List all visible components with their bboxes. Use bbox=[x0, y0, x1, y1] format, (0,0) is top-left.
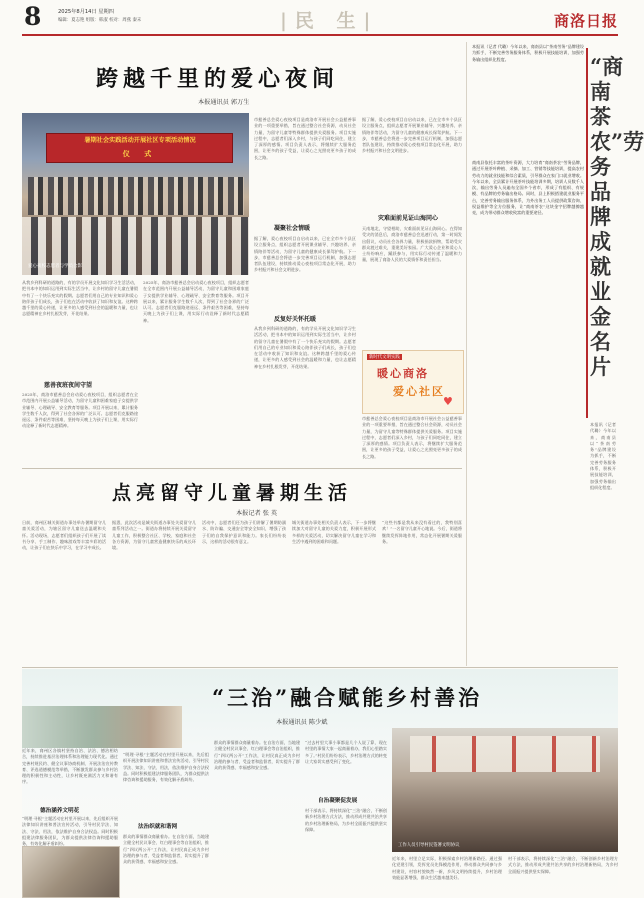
crowd-row-back bbox=[28, 177, 244, 215]
newspaper-logo: 商洛日报 bbox=[554, 12, 619, 30]
article-1-subhead-1: 慈善夜班夜间守望 bbox=[44, 382, 93, 389]
article-1-col-3c: 从我乡到科研的道路的，有的学员开展文化知识学习生活活动，把书本中的知识运用到实际生活当中，让乡村的留守儿童在暑假中有了一个快乐充实的假期。志愿者们用自己的专业知识和爱心陪伴孩子们成长，孩子们也在活动中收获了知识和友谊。这种跨越千里的爱心传递，让更多的人感受到社会的温暖和力量，也让志愿精神在乡村扎根发芽，开花结果。 bbox=[254, 326, 356, 369]
heart-icon: ♥ bbox=[443, 395, 453, 408]
article-1-subhead-4: 灾难面前见证山海同心 bbox=[378, 215, 439, 222]
article-1-col-4c: 市慈善总会爱心夜校项目是商洛市开展社会公益慈善事业的一项重要举措，旨在通过整合社会资源，动员社会力量，为留守儿童等特殊群体提供关爱服务。项目实施过程中，志愿者们深入乡村，与孩子们同吃同住，建立了深厚的感情。项目负责人表示，将继续扩大服务范围，让更多的孩子受益，让爱心之光照亮更多孩子的成长之路。 bbox=[362, 416, 462, 459]
article-2-top-rule bbox=[22, 468, 462, 469]
article-2-headline: 点亮留守儿童暑期生活 bbox=[112, 482, 353, 504]
header-rule bbox=[22, 34, 618, 36]
article-1-subhead-2: 凝聚社会情暖 bbox=[274, 225, 311, 232]
article-2-col-2: 据悉，此次活动是城关街道办事处关爱留守儿童系列活动之一。街道办将持续开展关爱留守儿童工作，积极整合社区、学校、家庭和社会各方资源，为留守儿童营造健康快乐的成长环境。 bbox=[112, 520, 196, 551]
photo-wall-panels bbox=[410, 736, 600, 772]
article-1-col-2: 2025年，商洛市慈善总会启动爱心夜校项目，组织志愿者在全市范围内开展公益辅导活动，为留守儿童和困难家庭子女提供学业辅导、心理疏导、安全教育等服务。项目开展以来，累计服务学生数千人次，得到了社会各界的广泛认可。志愿者们克服路途遥远、条件艰苦等困难，坚持每天晚上为孩子们上课，用实际行动诠释了新时代志愿精神。 bbox=[143, 280, 249, 323]
article-3-col-2b: 群众的事情群众商量着办。在自治方面，当地建立健全村民议事会、红白理事会等自治组织，推行“四议两公开”工作法，让村民真正成为乡村治理的参与者、受益者和监督者，切实提升了群众的获得感、幸福感和安全感。 bbox=[123, 834, 209, 865]
article-3-mini-photo bbox=[22, 846, 120, 898]
stamp-tag: 新时代文明实践 bbox=[369, 355, 400, 360]
photo-caption: 爱心夜校志愿者与学员合影 bbox=[28, 264, 82, 269]
photo-caption: 工作人员引导村民签署文明协议 bbox=[398, 843, 460, 848]
issue-date: 2025年8月14日 星期四 bbox=[58, 9, 114, 15]
article-3-byline: 本报通讯员 陈少斌 bbox=[276, 719, 328, 726]
section-title: |民 生| bbox=[280, 10, 379, 32]
article-1-subhead-3: 反复好关怀托暖 bbox=[274, 316, 317, 323]
article-3-right-photo bbox=[392, 728, 618, 852]
article-3-col-2: “明理·寻根”主题活动在村里开展以来，先后组织开展法律知识讲座和普法宣传活动，引导村民学法、知法、守法、用法，依法维护自身合法权益。同时积极组建法律服务团队，为群众提供法律咨询和援助服务，有效化解矛盾纠纷。 bbox=[123, 752, 209, 783]
article-3-col-5: 近年来，村里立足实际，积极探索乡村治理新路径。通过强化党建引领，发挥党员先锋模范作用，带动群众共同参与乡村建设，村容村貌焕然一新，乡风文明持续提升，乡村治理效能显著增强，群众生活越来越美好。 bbox=[392, 856, 502, 880]
article-1-col-3: 市慈善总会爱心夜校项目是商洛市开展社会公益慈善事业的一项重要举措，旨在通过整合社会资源，动员社会力量，为留守儿童等特殊群体提供关爱服务。项目实施过程中，志愿者们深入乡村，与孩子们同吃同住，建立了深厚的感情。项目负责人表示，将继续扩大服务范围，让更多的孩子受益，让爱心之光照亮更多孩子的成长之路。 bbox=[254, 117, 356, 160]
sidebar-headline: “商南茶农”劳务品牌成就业金名片 bbox=[590, 54, 644, 379]
charity-stamp bbox=[362, 350, 464, 414]
article-3-subhead-2: 法治织就和谐网 bbox=[138, 824, 178, 830]
article-3-headline: “三治”融合赋能乡村善治 bbox=[212, 685, 483, 710]
page-number: 8 bbox=[24, 2, 42, 31]
article-3-top-rule bbox=[22, 667, 618, 668]
article-2-col-5: “这些书都是我从来没有看过的，我特别喜欢！”一名留守儿童开心地说。今后，街道将继续发挥阵地作用，常态化开展暑期关爱服务。 bbox=[382, 520, 462, 544]
article-1-col-3b: 据了解，爱心夜校项目自启动以来，已在全市多个县区设立服务点，组织志愿者开展课业辅导、兴趣培养、亲情陪伴等活动，为留守儿童的健康成长保驾护航。下一步，市慈善总会将进一步完善项目运行机制，加强志愿者队伍建设，持续推动爱心夜校项目常态化开展，助力乡村振兴和社会文明进步。 bbox=[254, 236, 356, 273]
article-3-col-4b: 村干部表示，将持续深化“三治”融合，不断创新乡村治理方式方法，推动形成共建共治共享的乡村治理新格局，为乡村全面振兴提供坚实保障。 bbox=[305, 808, 387, 832]
sidebar-body-2: 本报讯（记者 代璐）今年以来，商南县以“茶南劳务”品牌建设为抓手，不断完善劳务服务体系，积极开展技能培训，加强劳务输出组织化程度。 bbox=[590, 422, 616, 490]
article-3-subhead-1: 德治涵养文明花 bbox=[40, 808, 80, 814]
article-3-col-3: 群众的事情群众商量着办。在自治方面，当地建立健全村民议事会、红白理事会等自治组织，推行“四议两公开”工作法，让村民真正成为乡村治理的参与者、受益者和监督者，切实提升了群众的获得感、幸福感和安全感。 bbox=[214, 740, 300, 771]
article-1-col-4b: 天南地北，守望相助，灾难面前见证山海同心。在得知受灾的消息后，商洛市慈善总会迅速行动，第一时间发出倡议，动员社会各界力量，积极捐款捐物，帮助受灾群众渡过难关，重建美好家园。广大爱心企业和爱心人士纷纷响应，踊跃参与，用实际行动传递了温暖和力量，展现了商洛人民的大爱情怀和责任担当。 bbox=[362, 226, 462, 263]
article-1-col-1b: 2025年，商洛市慈善总会启动爱心夜校项目，组织志愿者在全市范围内开展公益辅导活动，为留守儿童和困难家庭子女提供学业辅导、心理疏导、安全教育等服务。项目开展以来，累计服务学生数千人次，得到了社会各界的广泛认可。志愿者们克服路途遥远、条件艰苦等困难，坚持每天晚上为孩子们上课，用实际行动诠释了新时代志愿精神。 bbox=[22, 392, 138, 429]
editor-credits: 编辑：夏志艳 组版：韩淑 校对：周燕 秦末 bbox=[58, 18, 142, 23]
article-1-byline: 本报通讯员 郭万生 bbox=[198, 99, 250, 106]
photo-banner-text: 暑期社会实践活动开展社区专项活动情况 bbox=[84, 137, 196, 144]
article-2-byline: 本报记者 张 英 bbox=[236, 510, 278, 517]
sidebar-title-rule bbox=[586, 48, 588, 418]
article-2-col-4: 城关街道办事处相关负责人表示，下一步将继续加大对留守儿童的关爱力度，积极开展形式多样的关爱活动，切实解决留守儿童在学习和生活中遇到的困难和问题。 bbox=[292, 520, 376, 544]
sidebar-body: 商南县依托丰富的茶叶资源，大力培育“商南茶农”劳务品牌，通过开展茶叶种植、采摘、加工、营销等技能培训，提高农村劳动力的就业技能和综合素质，引导群众在家门口就业增收。今年以来，全县累计开展茶叶技能培训多期，培训人员数千人次，输出劳务人员遍布全国多个省市，形成了有组织、有规模、有品牌的劳务输出格局。同时，县上积极搭建就业服务平台，完善劳务输出服务体系，为外出务工人员提供政策咨询、权益维护等全方位服务，让“商南茶农”这块金字招牌越擦越亮，成为带动群众增收致富的重要途径。 bbox=[472, 160, 584, 216]
article-1-headline: 跨越千里的爱心夜间 bbox=[96, 66, 340, 92]
article-1-photo bbox=[22, 113, 249, 275]
article-3-left-photo bbox=[22, 706, 182, 748]
sidebar-divider bbox=[466, 42, 467, 666]
stamp-line-1: 暖心商洛 bbox=[377, 367, 429, 380]
article-2-col-1: 日前，商州区城关街道办事处举办暑期留守儿童关爱活动，为辖区留守儿童送去温暖和关怀。活动现场，志愿者们组织孩子们开展了读书分享、手工制作、趣味游戏等丰富多彩的活动，让孩子们在快乐中学习，在学习中成长。 bbox=[22, 520, 106, 551]
photo-banner-subtitle: 仪 式 bbox=[122, 149, 158, 158]
article-3-col-1: 近年来，商州区各镇村坚持自治、法治、德治相结合，持续推进基层治理体系和治理能力现代化。通过完善村规民约、健全议事协商机制、开展法治宣传教育、评选道德模范等举措，不断激发群众参与乡村治理的积极性和主动性，让乡村既充满活力又和谐有序。 bbox=[22, 748, 118, 785]
article-3-col-1b: “明理·寻根”主题活动在村里开展以来，先后组织开展法律知识讲座和普法宣传活动，引导村民学法、知法、守法、用法，依法维护自身合法权益。同时积极组建法律服务团队，为群众提供法律咨询和援助服务，有效化解矛盾纠纷。 bbox=[22, 816, 118, 847]
sidebar-intro: 本报讯（记者 代璐）今年以来，商南县以“茶南劳务”品牌建设为抓手，不断完善劳务服务体系，积极开展技能培训，加强劳务输出组织化程度。 bbox=[472, 44, 584, 62]
stamp-line-2: 爱心社区 bbox=[393, 385, 445, 398]
article-3-subhead-3: 自治凝聚促发展 bbox=[318, 798, 358, 804]
article-1-col-4: 据了解，爱心夜校项目自启动以来，已在全市多个县区设立服务点，组织志愿者开展课业辅导、兴趣培养、亲情陪伴等活动，为留守儿童的健康成长保驾护航。下一步，市慈善总会将进一步完善项目运行机制，加强志愿者队伍建设，持续推动爱心夜校项目常态化开展，助力乡村振兴和社会文明进步。 bbox=[362, 117, 462, 154]
article-2-col-3: 活动中，志愿者们还为孩子们讲解了暑期防溺水、防诈骗、交通安全等安全知识，增强了孩子们的自我保护意识和能力。家长们纷纷表示，这样的活动很有意义。 bbox=[202, 520, 286, 544]
article-3-col-4: “过去村里大事小事都是几个人说了算，现在村里的事情大家一起商量着办，我们心里踏实多了。”村民们纷纷表示，乡村治理方式的转变让大家切实感受到了变化。 bbox=[305, 740, 387, 764]
article-3-col-6: 村干部表示，将持续深化“三治”融合，不断创新乡村治理方式方法，推动形成共建共治共享的乡村治理新格局，为乡村全面振兴提供坚实保障。 bbox=[508, 856, 618, 874]
article-1-col-1: 从我乡到科研的道路的，有的学员开展文化知识学习生活活动，把书本中的知识运用到实际生活当中，让乡村的留守儿童在暑假中有了一个快乐充实的假期。志愿者们用自己的专业知识和爱心陪伴孩子们成长，孩子们也在活动中收获了知识和友谊。这种跨越千里的爱心传递，让更多的人感受到社会的温暖和力量，也让志愿精神在乡村扎根发芽，开花结果。 bbox=[22, 280, 138, 317]
